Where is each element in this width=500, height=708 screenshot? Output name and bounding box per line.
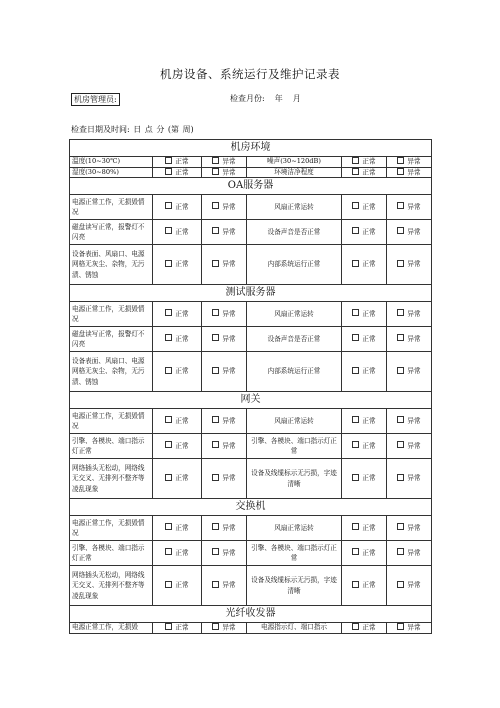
checkbox-icon[interactable] — [212, 441, 219, 448]
option-abnormal-label: 异常 — [222, 260, 236, 269]
option-abnormal[interactable] — [202, 516, 247, 541]
checkbox-icon[interactable] — [212, 474, 219, 481]
checkbox-icon[interactable] — [397, 623, 404, 630]
option-abnormal[interactable] — [202, 245, 247, 285]
option-normal[interactable] — [342, 409, 387, 434]
checkbox-icon[interactable] — [352, 474, 359, 481]
checkbox-icon[interactable] — [352, 157, 359, 164]
option-abnormal-label: 异常 — [407, 367, 421, 376]
option-normal-label: 正常 — [362, 416, 376, 425]
option-normal[interactable] — [153, 220, 202, 245]
checkbox-icon[interactable] — [352, 202, 359, 209]
option-abnormal-label: 异常 — [222, 548, 236, 557]
option-abnormal[interactable] — [387, 327, 432, 352]
option-normal-label: 正常 — [362, 260, 376, 269]
check-item: 风扇正常运转 — [247, 409, 342, 434]
check-item: 设备声音是否正常 — [247, 220, 342, 245]
checkbox-icon[interactable] — [352, 523, 359, 530]
option-abnormal-label: 异常 — [222, 157, 236, 166]
option-normal-label: 正常 — [362, 202, 376, 211]
checkbox-icon[interactable] — [165, 168, 172, 175]
check-item: 引擎、各模块、端口指示灯正常 — [247, 541, 342, 566]
checkbox-icon[interactable] — [212, 367, 219, 374]
option-normal-label: 正常 — [175, 441, 189, 450]
option-normal[interactable] — [153, 352, 202, 392]
check-row — [70, 327, 432, 352]
checkbox-icon[interactable] — [165, 623, 172, 630]
checkbox-icon[interactable] — [397, 416, 404, 423]
check-item: 电源正常工作，无损毁情况 — [70, 409, 153, 434]
option-normal[interactable] — [153, 459, 202, 499]
checkbox-icon[interactable] — [352, 367, 359, 374]
option-abnormal-label: 异常 — [222, 227, 236, 236]
option-abnormal-label: 异常 — [222, 416, 236, 425]
manager-field[interactable]: 机房管理员: — [71, 93, 120, 106]
section-title-section-4: 光纤收发器 — [70, 606, 432, 623]
option-normal-label: 正常 — [175, 367, 189, 376]
option-abnormal[interactable] — [202, 409, 247, 434]
check-item: 设备及线缆标示无污损，字迹清晰 — [247, 566, 342, 606]
option-normal[interactable] — [342, 327, 387, 352]
checkbox-icon[interactable] — [352, 309, 359, 316]
option-normal-label: 正常 — [175, 168, 189, 176]
check-item: 引擎、各模块、端口指示灯正常 — [70, 541, 153, 566]
checkbox-icon[interactable] — [212, 623, 219, 630]
check-item: 噪声(30~120dB) — [247, 157, 342, 168]
checkbox-icon[interactable] — [397, 202, 404, 209]
checkbox-icon[interactable] — [397, 157, 404, 164]
section-header-row — [70, 392, 432, 409]
check-row — [70, 352, 432, 392]
option-abnormal[interactable] — [202, 434, 247, 459]
option-abnormal[interactable] — [202, 352, 247, 392]
option-abnormal-label: 异常 — [407, 309, 421, 318]
option-normal[interactable] — [153, 434, 202, 459]
option-abnormal[interactable] — [387, 167, 432, 178]
checkbox-icon[interactable] — [165, 581, 172, 588]
option-normal[interactable] — [153, 195, 202, 220]
checkbox-icon[interactable] — [212, 168, 219, 175]
option-abnormal[interactable] — [387, 516, 432, 541]
checkbox-icon[interactable] — [212, 548, 219, 555]
option-normal-label: 正常 — [175, 334, 189, 343]
option-abnormal-label: 异常 — [407, 581, 421, 590]
option-abnormal-label: 异常 — [407, 523, 421, 532]
inspection-datetime — [71, 124, 194, 135]
option-abnormal-label: 异常 — [407, 260, 421, 269]
option-abnormal[interactable] — [387, 352, 432, 392]
option-normal-label: 正常 — [362, 227, 376, 236]
checkbox-icon[interactable] — [352, 260, 359, 267]
checkbox-icon[interactable] — [397, 441, 404, 448]
month-unit: 月 — [292, 94, 301, 103]
check-row — [70, 167, 432, 178]
datetime-label: 检查日期及时间: — [71, 125, 130, 134]
option-normal-label: 正常 — [175, 581, 189, 590]
checkbox-icon[interactable] — [397, 474, 404, 481]
checkbox-icon[interactable] — [165, 548, 172, 555]
option-abnormal[interactable] — [202, 541, 247, 566]
check-row — [70, 157, 432, 168]
option-abnormal-label: 异常 — [407, 441, 421, 450]
check-row — [70, 623, 432, 634]
section-title-section-1: 测试服务器 — [70, 285, 432, 302]
check-item: 电源正常工作，无损毁情况 — [70, 516, 153, 541]
option-normal-label: 正常 — [175, 623, 189, 632]
option-normal-label: 正常 — [175, 416, 189, 425]
option-normal-label: 正常 — [362, 581, 376, 590]
check-item: 引擎、各模块、端口指示灯正常 — [70, 434, 153, 459]
check-item: 引擎、各模块、端口指示灯正常 — [247, 434, 342, 459]
checkbox-icon[interactable] — [212, 581, 219, 588]
section-title-environment: 机房环境 — [70, 140, 432, 157]
check-item: 风扇正常运转 — [247, 195, 342, 220]
checkbox-icon[interactable] — [165, 367, 172, 374]
option-normal[interactable] — [153, 245, 202, 285]
option-normal-label: 正常 — [362, 367, 376, 376]
month-label: 检查月份: — [230, 94, 265, 103]
checkbox-icon[interactable] — [212, 202, 219, 209]
checkbox-icon[interactable] — [212, 309, 219, 316]
option-abnormal[interactable] — [387, 195, 432, 220]
option-abnormal-label: 异常 — [222, 168, 236, 176]
option-abnormal-label: 异常 — [407, 548, 421, 557]
option-normal[interactable] — [342, 157, 387, 168]
checkbox-icon[interactable] — [352, 623, 359, 630]
option-abnormal-label: 异常 — [222, 334, 236, 343]
checkbox-icon[interactable] — [352, 548, 359, 555]
option-abnormal[interactable] — [387, 157, 432, 168]
option-abnormal[interactable] — [202, 327, 247, 352]
checkbox-icon[interactable] — [165, 260, 172, 267]
checkbox-icon[interactable] — [165, 441, 172, 448]
option-normal[interactable] — [342, 195, 387, 220]
check-item: 内部系统运行正常 — [247, 352, 342, 392]
option-normal-label: 正常 — [362, 474, 376, 483]
option-normal-label: 正常 — [175, 523, 189, 532]
checkbox-icon[interactable] — [397, 367, 404, 374]
option-abnormal-label: 异常 — [222, 202, 236, 211]
option-normal[interactable] — [342, 516, 387, 541]
checkbox-icon[interactable] — [352, 168, 359, 175]
inspection-month — [230, 93, 301, 104]
section-header-row — [70, 178, 432, 195]
option-abnormal-label: 异常 — [222, 309, 236, 318]
option-normal-label: 正常 — [175, 260, 189, 269]
check-item: 网络插头无松动，网络线无交叉、无排列不整齐等凌乱现象 — [70, 566, 153, 606]
option-normal[interactable] — [153, 157, 202, 168]
check-row — [70, 566, 432, 606]
option-normal[interactable] — [342, 167, 387, 178]
check-item: 内部系统运行正常 — [247, 245, 342, 285]
checkbox-icon[interactable] — [165, 309, 172, 316]
option-abnormal[interactable] — [387, 623, 432, 634]
checkbox-icon[interactable] — [212, 227, 219, 234]
option-normal-label: 正常 — [362, 309, 376, 318]
option-normal-label: 正常 — [175, 202, 189, 211]
week-label: (第 周) — [167, 125, 194, 134]
option-abnormal-label: 异常 — [222, 523, 236, 532]
checkbox-icon[interactable] — [212, 523, 219, 530]
check-item: 环境洁净程度 — [247, 167, 342, 178]
option-abnormal-label: 异常 — [407, 623, 421, 632]
option-normal[interactable] — [342, 220, 387, 245]
checkbox-icon[interactable] — [397, 581, 404, 588]
checkbox-icon[interactable] — [397, 334, 404, 341]
checkbox-icon[interactable] — [397, 168, 404, 175]
option-normal-label: 正常 — [362, 441, 376, 450]
year-unit: 年 — [274, 94, 283, 103]
option-normal[interactable] — [342, 302, 387, 327]
checkbox-icon[interactable] — [397, 309, 404, 316]
check-row — [70, 195, 432, 220]
option-abnormal[interactable] — [387, 434, 432, 459]
option-abnormal[interactable] — [202, 157, 247, 168]
checkbox-icon[interactable] — [352, 334, 359, 341]
check-row — [70, 434, 432, 459]
option-abnormal[interactable] — [202, 167, 247, 178]
check-item: 电源正常工作，无损毁 — [70, 623, 153, 634]
option-normal[interactable] — [153, 409, 202, 434]
checkbox-icon[interactable] — [165, 202, 172, 209]
checkbox-icon[interactable] — [165, 227, 172, 234]
check-item: 电源正常工作，无损毁情况 — [70, 195, 153, 220]
option-abnormal[interactable] — [387, 541, 432, 566]
option-abnormal[interactable] — [387, 566, 432, 606]
check-row — [70, 220, 432, 245]
option-abnormal[interactable] — [387, 459, 432, 499]
option-abnormal[interactable] — [202, 195, 247, 220]
option-abnormal-label: 异常 — [407, 157, 421, 166]
check-item: 风扇正常运转 — [247, 516, 342, 541]
checkbox-icon[interactable] — [165, 157, 172, 164]
check-item: 设备声音是否正常 — [247, 327, 342, 352]
option-abnormal-label: 异常 — [407, 416, 421, 425]
option-normal-label: 正常 — [175, 157, 189, 166]
check-item: 风扇正常运转 — [247, 302, 342, 327]
checkbox-icon[interactable] — [212, 334, 219, 341]
option-normal[interactable] — [153, 541, 202, 566]
option-abnormal[interactable] — [387, 245, 432, 285]
option-abnormal-label: 异常 — [407, 474, 421, 483]
option-abnormal[interactable] — [202, 220, 247, 245]
check-row — [70, 516, 432, 541]
option-normal[interactable] — [342, 245, 387, 285]
page-title: 机房设备、系统运行及维护记录表 — [160, 67, 340, 81]
option-normal[interactable] — [153, 167, 202, 178]
option-abnormal-label: 异常 — [407, 202, 421, 211]
option-abnormal[interactable] — [202, 623, 247, 634]
option-abnormal-label: 异常 — [222, 367, 236, 376]
checkbox-icon[interactable] — [397, 548, 404, 555]
check-item: 设备及线缆标示无污损，字迹清晰 — [247, 459, 342, 499]
section-header-row — [70, 499, 432, 516]
check-item: 温度(10~30℃) — [70, 157, 153, 168]
check-row — [70, 245, 432, 285]
section-title-section-2: 网关 — [70, 392, 432, 409]
checkbox-icon[interactable] — [165, 474, 172, 481]
option-abnormal[interactable] — [202, 566, 247, 606]
option-normal[interactable] — [342, 352, 387, 392]
check-row — [70, 409, 432, 434]
checkbox-icon[interactable] — [165, 416, 172, 423]
check-item: 设备表面、风扇口、电源网格无灰尘、杂物，无污渍、锈蚀 — [70, 245, 153, 285]
option-abnormal[interactable] — [202, 302, 247, 327]
hour-unit: 点 — [144, 125, 153, 134]
check-item: 磁盘读写正常，报警灯不闪亮 — [70, 327, 153, 352]
option-normal-label: 正常 — [175, 227, 189, 236]
check-item: 湿度(30~80%) — [70, 167, 153, 178]
section-header-row — [70, 140, 432, 157]
day-unit: 日 — [133, 125, 142, 134]
option-normal[interactable] — [342, 434, 387, 459]
check-item: 电源正常工作，无损毁情况 — [70, 302, 153, 327]
checkbox-icon[interactable] — [212, 260, 219, 267]
section-header-row — [70, 606, 432, 623]
checkbox-icon[interactable] — [397, 523, 404, 530]
option-normal[interactable] — [342, 566, 387, 606]
option-abnormal-label: 异常 — [222, 623, 236, 632]
option-normal[interactable] — [153, 566, 202, 606]
check-item: 网络插头无松动，网络线无交叉、无排列不整齐等凌乱现象 — [70, 459, 153, 499]
option-abnormal-label: 异常 — [222, 581, 236, 590]
check-item: 磁盘读写正常，报警灯不闪亮 — [70, 220, 153, 245]
option-abnormal[interactable] — [387, 302, 432, 327]
option-abnormal[interactable] — [387, 220, 432, 245]
option-abnormal-label: 异常 — [407, 227, 421, 236]
checkbox-icon[interactable] — [397, 260, 404, 267]
option-normal-label: 正常 — [175, 309, 189, 318]
option-abnormal-label: 异常 — [407, 168, 421, 176]
option-normal-label: 正常 — [362, 548, 376, 557]
checkbox-icon[interactable] — [352, 416, 359, 423]
minute-unit: 分 — [156, 125, 165, 134]
check-item: 电源指示灯、端口指示 — [247, 623, 342, 634]
checkbox-icon[interactable] — [212, 416, 219, 423]
option-normal-label: 正常 — [175, 474, 189, 483]
option-normal-label: 正常 — [362, 168, 376, 176]
checkbox-icon[interactable] — [165, 334, 172, 341]
option-normal-label: 正常 — [362, 334, 376, 343]
option-normal[interactable] — [342, 623, 387, 634]
check-row — [70, 302, 432, 327]
option-abnormal[interactable] — [387, 409, 432, 434]
checkbox-icon[interactable] — [352, 581, 359, 588]
option-normal-label: 正常 — [362, 523, 376, 532]
option-abnormal[interactable] — [202, 459, 247, 499]
option-normal-label: 正常 — [362, 157, 376, 166]
record-table — [69, 139, 432, 634]
option-abnormal-label: 异常 — [222, 474, 236, 483]
check-row — [70, 459, 432, 499]
checkbox-icon[interactable] — [352, 227, 359, 234]
option-normal[interactable] — [342, 459, 387, 499]
option-normal[interactable] — [153, 327, 202, 352]
section-title-section-3: 交换机 — [70, 499, 432, 516]
option-normal[interactable] — [342, 541, 387, 566]
section-header-row — [70, 285, 432, 302]
option-normal-label: 正常 — [362, 623, 376, 632]
checkbox-icon[interactable] — [165, 523, 172, 530]
option-abnormal-label: 异常 — [222, 441, 236, 450]
checkbox-icon[interactable] — [397, 227, 404, 234]
section-title-section-0: OA服务器 — [70, 178, 432, 195]
option-normal[interactable] — [153, 302, 202, 327]
check-item: 设备表面、风扇口、电源网格无灰尘、杂物，无污渍、锈蚀 — [70, 352, 153, 392]
checkbox-icon[interactable] — [212, 157, 219, 164]
option-normal[interactable] — [153, 623, 202, 634]
checkbox-icon[interactable] — [352, 441, 359, 448]
check-row — [70, 541, 432, 566]
option-normal[interactable] — [153, 516, 202, 541]
option-normal-label: 正常 — [175, 548, 189, 557]
option-abnormal-label: 异常 — [407, 334, 421, 343]
